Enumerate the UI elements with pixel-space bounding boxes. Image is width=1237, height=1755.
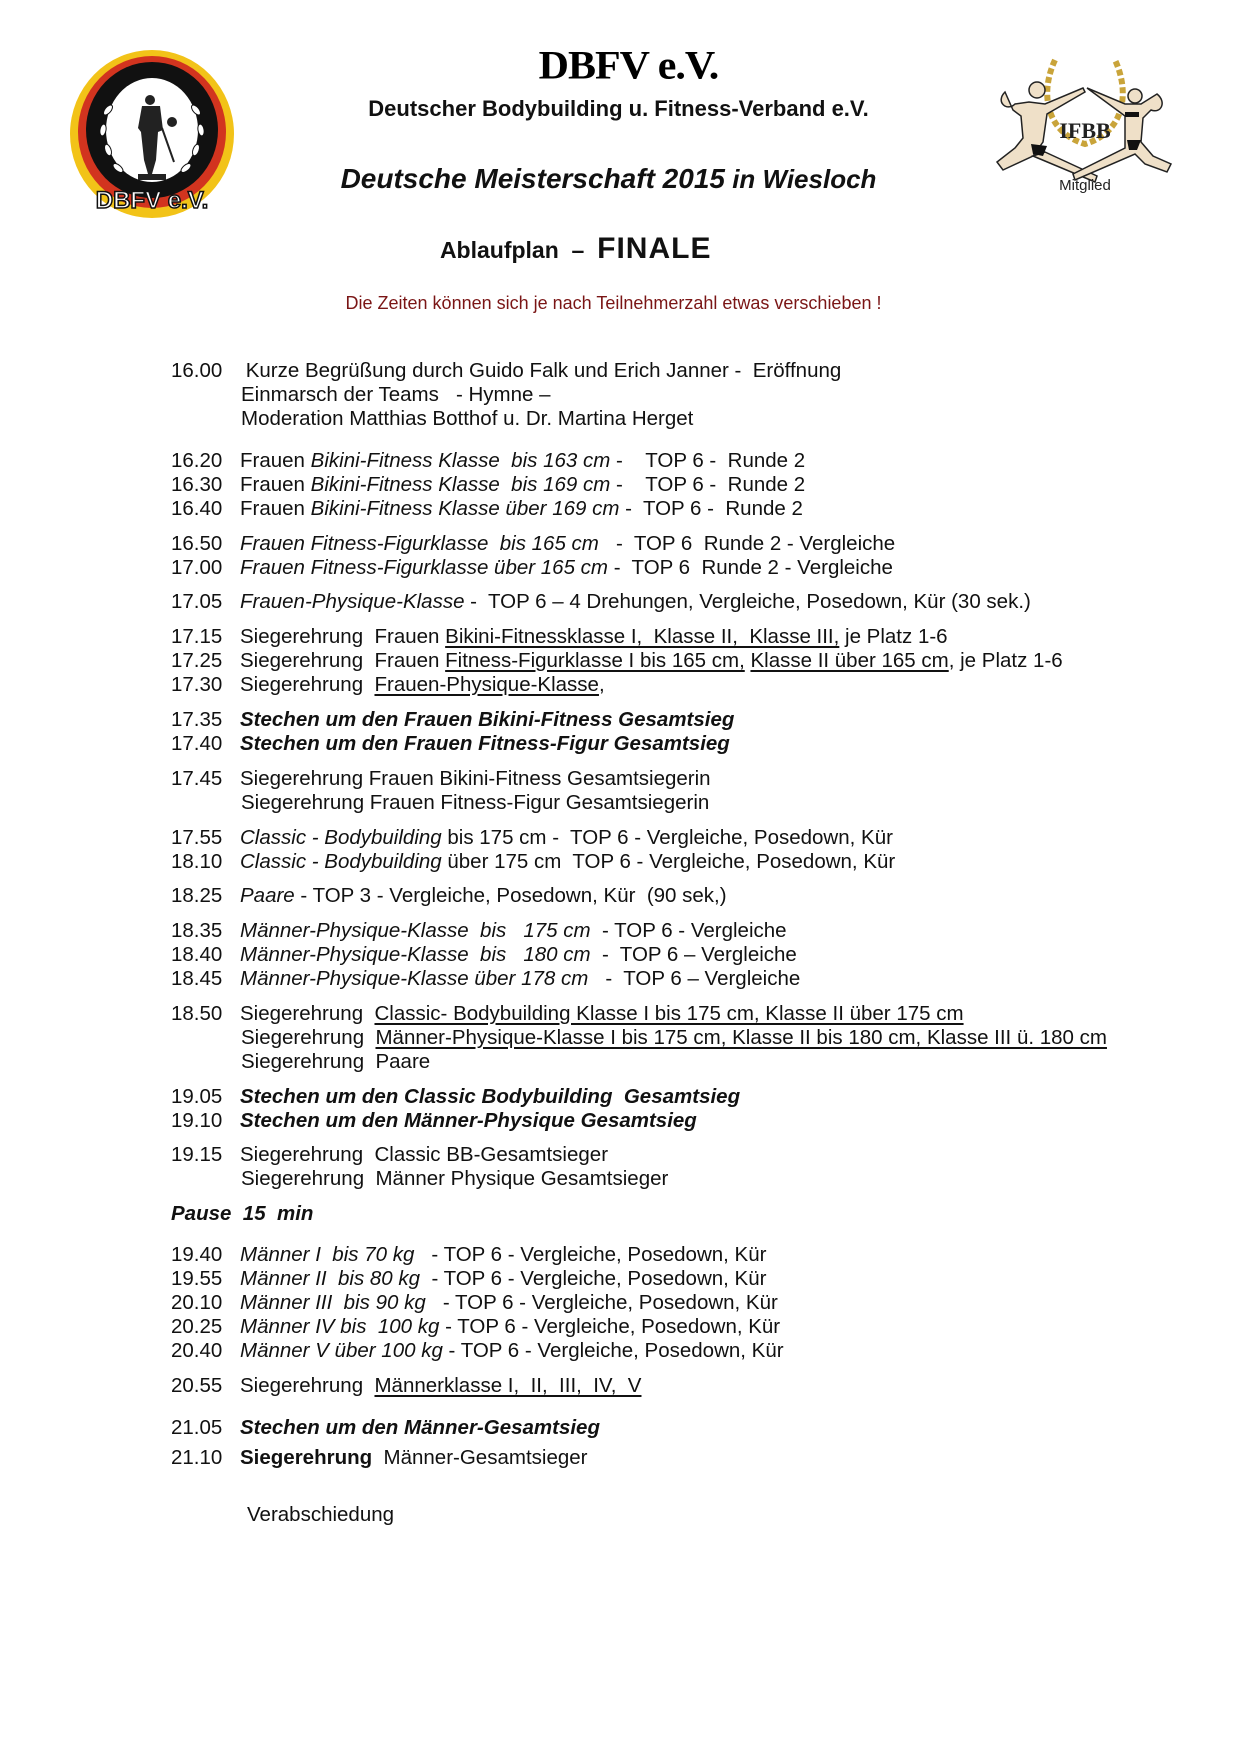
entry-text: Frauen <box>240 449 311 472</box>
entry-text: Siegerehrung <box>240 673 375 696</box>
schedule-entry <box>171 1243 766 1267</box>
schedule-entry <box>171 767 711 791</box>
entry-underlined: Fitness-Figurklasse I bis 165 cm, <box>445 649 745 672</box>
entry-detail: - TOP 3 - Vergleiche, Posedown, Kür (90 sek,) <box>294 884 727 907</box>
entry-detail: je Platz 1-6 <box>839 625 948 648</box>
entry-time: 21.05 <box>171 1416 223 1439</box>
entry-time: 16.50 <box>171 532 223 555</box>
farewell-entry <box>171 1503 394 1527</box>
entry-text: Siegerehrung <box>241 1026 376 1049</box>
entry-time: 17.35 <box>171 708 223 731</box>
entry-highlight: Stechen um den Frauen Fitness-Figur Gesamtsieg <box>240 732 730 755</box>
schedule-entry <box>171 556 893 580</box>
entry-text: Siegerehrung Frauen Fitness-Figur Gesamtsiegerin <box>241 791 710 814</box>
entry-time: 17.45 <box>171 767 223 790</box>
entry-time: 17.05 <box>171 590 223 613</box>
entry-underlined: Männer-Physique-Klasse I bis 175 cm, Klasse II bis 180 cm, Klasse III ü. 180 cm <box>375 1026 1107 1049</box>
entry-detail: Männer-Gesamtsieger <box>372 1446 588 1469</box>
schedule-entry <box>171 1374 641 1398</box>
schedule-entry <box>171 449 805 473</box>
entry-highlight: Stechen um den Männer-Gesamtsieg <box>240 1416 600 1439</box>
entry-time: 19.40 <box>171 1243 223 1266</box>
wordmark-text: DBFV e.V. <box>538 44 719 88</box>
entry-time: 19.55 <box>171 1267 223 1290</box>
entry-underlined: Männerklasse I, II, III, IV, V <box>374 1374 642 1397</box>
entry-time: 18.40 <box>171 943 223 966</box>
schedule-entry-continuation <box>171 1167 668 1191</box>
ifbb-logo <box>985 52 1185 202</box>
schedule-entry <box>171 1085 740 1109</box>
entry-time: 18.45 <box>171 967 223 990</box>
timing-notice: Die Zeiten können sich je nach Teilnehmerzahl etwas verschieben ! <box>345 293 882 313</box>
entry-category: Männer I bis 70 kg <box>240 1243 415 1266</box>
entry-time: 18.35 <box>171 919 223 942</box>
entry-time: 20.10 <box>171 1291 223 1314</box>
entry-detail: - TOP 6 - Vergleiche, Posedown, Kür <box>420 1267 767 1290</box>
document-subtitle <box>428 205 711 266</box>
schedule-entry <box>171 884 727 908</box>
schedule-entry-continuation <box>171 383 551 407</box>
entry-detail: - TOP 6 - Runde 2 <box>610 473 806 496</box>
entry-detail: über 175 cm TOP 6 - Vergleiche, Posedown, Kür <box>441 850 896 873</box>
entry-detail: - TOP 6 - Vergleiche, Posedown, Kür <box>442 1339 784 1362</box>
entry-highlight: Stechen um den Classic Bodybuilding Gesamtsieg <box>240 1085 741 1108</box>
schedule-entry-continuation <box>171 791 709 815</box>
entry-detail: - TOP 6 - Vergleiche, Posedown, Kür <box>425 1291 778 1314</box>
schedule-entry <box>171 1446 587 1470</box>
schedule-entry <box>171 850 895 874</box>
entry-time: 17.55 <box>171 826 223 849</box>
entry-time: 16.30 <box>171 473 223 496</box>
entry-text: Siegerehrung Frauen Bikini-Fitness Gesamtsiegerin <box>240 767 711 790</box>
entry-text: Moderation Matthias Botthof u. Dr. Martina Herget <box>241 407 694 430</box>
entry-underlined: Bikini-Fitnessklasse I, Klasse II, Klasse III, <box>445 625 840 648</box>
schedule-entry <box>171 359 841 383</box>
entry-time: 17.40 <box>171 732 223 755</box>
entry-detail: bis 175 cm - TOP 6 - Vergleiche, Posedown, Kür <box>441 826 893 849</box>
entry-time: 18.25 <box>171 884 223 907</box>
entry-detail: - TOP 6 Runde 2 - Vergleiche <box>598 532 896 555</box>
entry-category: Frauen Fitness-Figurklasse über 165 cm <box>240 556 609 579</box>
entry-category: Bikini-Fitness Klasse bis 169 cm <box>310 473 611 496</box>
entry-detail: - TOP 6 - Vergleiche, Posedown, Kür <box>439 1315 781 1338</box>
entry-detail: - TOP 6 - Vergleiche <box>590 919 787 942</box>
schedule-entry-continuation <box>171 1026 1107 1050</box>
schedule-entry <box>171 943 797 967</box>
schedule-entry <box>171 1291 778 1315</box>
schedule-entry <box>171 497 803 521</box>
entry-text: Siegerehrung Männer Physique Gesamtsieger <box>241 1167 669 1190</box>
entry-highlight: Stechen um den Frauen Bikini-Fitness Gesamtsieg <box>240 708 735 731</box>
schedule-entry <box>171 967 800 991</box>
entry-category: Männer-Physique-Klasse bis 175 cm <box>240 919 591 942</box>
entry-time: 19.15 <box>171 1143 223 1166</box>
entry-underlined: Klasse II über 165 cm <box>750 649 949 672</box>
ifbb-member-caption: Mitglied <box>1059 177 1111 194</box>
entry-underlined: Classic- Bodybuilding Klasse I bis 175 cm, Klasse II über 175 cm <box>374 1002 964 1025</box>
entry-time: 18.10 <box>171 850 223 873</box>
entry-category: Männer IV bis 100 kg <box>240 1315 440 1338</box>
entry-time: 16.00 <box>171 359 223 382</box>
entry-category: Männer V über 100 kg <box>240 1339 443 1362</box>
schedule-entry <box>171 625 948 649</box>
title-main: Deutsche Meisterschaft 2015 <box>340 163 725 194</box>
schedule-entry <box>171 590 1031 614</box>
entry-time: 18.50 <box>171 1002 223 1025</box>
entry-detail: - TOP 6 - Runde 2 <box>619 497 803 520</box>
entry-text: Verabschiedung <box>247 1503 395 1526</box>
entry-time: 16.20 <box>171 449 223 472</box>
schedule-entry <box>171 532 895 556</box>
entry-detail: - TOP 6 – Vergleiche <box>590 943 797 966</box>
entry-text: Siegerehrung Paare <box>241 1050 431 1073</box>
entry-category: Classic - Bodybuilding <box>240 850 442 873</box>
schedule-entry <box>171 673 605 697</box>
entry-category: Frauen-Physique-Klasse <box>240 590 465 613</box>
entry-text: Siegerehrung Frauen <box>240 625 446 648</box>
schedule-entry <box>171 1339 784 1363</box>
subtitle-finale: FINALE <box>597 232 712 265</box>
entry-time: 19.05 <box>171 1085 223 1108</box>
entry-time: 21.10 <box>171 1446 223 1469</box>
entry-time: 20.40 <box>171 1339 223 1362</box>
dbfv-logo-text: DBFV e.V. <box>95 187 209 214</box>
entry-highlight: Stechen um den Männer-Physique Gesamtsieg <box>240 1109 697 1132</box>
entry-category: Männer II bis 80 kg <box>240 1267 421 1290</box>
schedule-entry <box>171 1416 600 1440</box>
entry-detail: , <box>598 673 605 696</box>
entry-text: Siegerehrung <box>240 1002 375 1025</box>
schedule-entry <box>171 649 1063 673</box>
entry-time: 19.10 <box>171 1109 223 1132</box>
entry-text: Siegerehrung Frauen <box>240 649 446 672</box>
entry-category: Männer-Physique-Klasse bis 180 cm <box>240 943 591 966</box>
schedule-entry <box>171 732 730 756</box>
entry-category: Frauen Fitness-Figurklasse bis 165 cm <box>240 532 599 555</box>
entry-text: Einmarsch der Teams - Hymne – <box>241 383 551 406</box>
pause-label: Pause 15 min <box>171 1202 314 1225</box>
schedule-entry-continuation <box>171 407 693 431</box>
entry-detail: - TOP 6 Runde 2 - Vergleiche <box>608 556 893 579</box>
schedule-entry <box>171 826 893 850</box>
entry-time: 20.25 <box>171 1315 223 1338</box>
entry-text: Siegerehrung <box>240 1374 375 1397</box>
entry-category: Männer III bis 90 kg <box>240 1291 426 1314</box>
entry-detail: - TOP 6 - Vergleiche, Posedown, Kür <box>414 1243 767 1266</box>
entry-detail: - TOP 6 – 4 Drehungen, Vergleiche, Posedown, Kür (30 sek.) <box>464 590 1031 613</box>
entry-time: 20.55 <box>171 1374 223 1397</box>
entry-time: 17.25 <box>171 649 223 672</box>
entry-time: 17.00 <box>171 556 223 579</box>
schedule-entry <box>171 1002 964 1026</box>
subtitle-prefix: Ablaufplan – <box>439 237 598 263</box>
entry-text: Kurze Begrüßung durch Guido Falk und Erich Janner - Eröffnung <box>240 359 842 382</box>
title-location: in Wiesloch <box>724 164 877 194</box>
entry-text: Siegerehrung Classic BB-Gesamtsieger <box>240 1143 609 1166</box>
entry-category: Bikini-Fitness Klasse über 169 cm <box>310 497 620 520</box>
entry-category: Classic - Bodybuilding <box>240 826 442 849</box>
entry-detail: - TOP 6 – Vergleiche <box>588 967 801 990</box>
entry-time: 17.15 <box>171 625 223 648</box>
entry-time: 17.30 <box>171 673 223 696</box>
entry-underlined: Frauen-Physique-Klasse <box>374 673 599 696</box>
ifbb-logo-text: IFBB <box>1059 118 1111 143</box>
entry-text: Frauen <box>240 497 311 520</box>
entry-detail: , je Platz 1-6 <box>948 649 1063 672</box>
entry-bold: Siegerehrung <box>240 1446 373 1469</box>
schedule-entry <box>171 1267 766 1291</box>
schedule-entry-continuation <box>171 1050 430 1074</box>
entry-detail: - TOP 6 - Runde 2 <box>610 449 806 472</box>
entry-text: Frauen <box>240 473 311 496</box>
entry-time: 16.40 <box>171 497 223 520</box>
pause-entry <box>171 1202 313 1226</box>
entry-category: Bikini-Fitness Klasse bis 163 cm <box>310 449 611 472</box>
schedule-entry <box>171 1109 697 1133</box>
schedule-entry <box>171 1143 608 1167</box>
organization-name: Deutscher Bodybuilding u. Fitness-Verband e.V. <box>368 96 869 121</box>
schedule-entry <box>171 919 787 943</box>
schedule-entry <box>171 473 805 497</box>
schedule-entry <box>171 708 734 732</box>
entry-category: Paare <box>240 884 295 907</box>
schedule-entry <box>171 1315 780 1339</box>
entry-category: Männer-Physique-Klasse über 178 cm <box>240 967 589 990</box>
